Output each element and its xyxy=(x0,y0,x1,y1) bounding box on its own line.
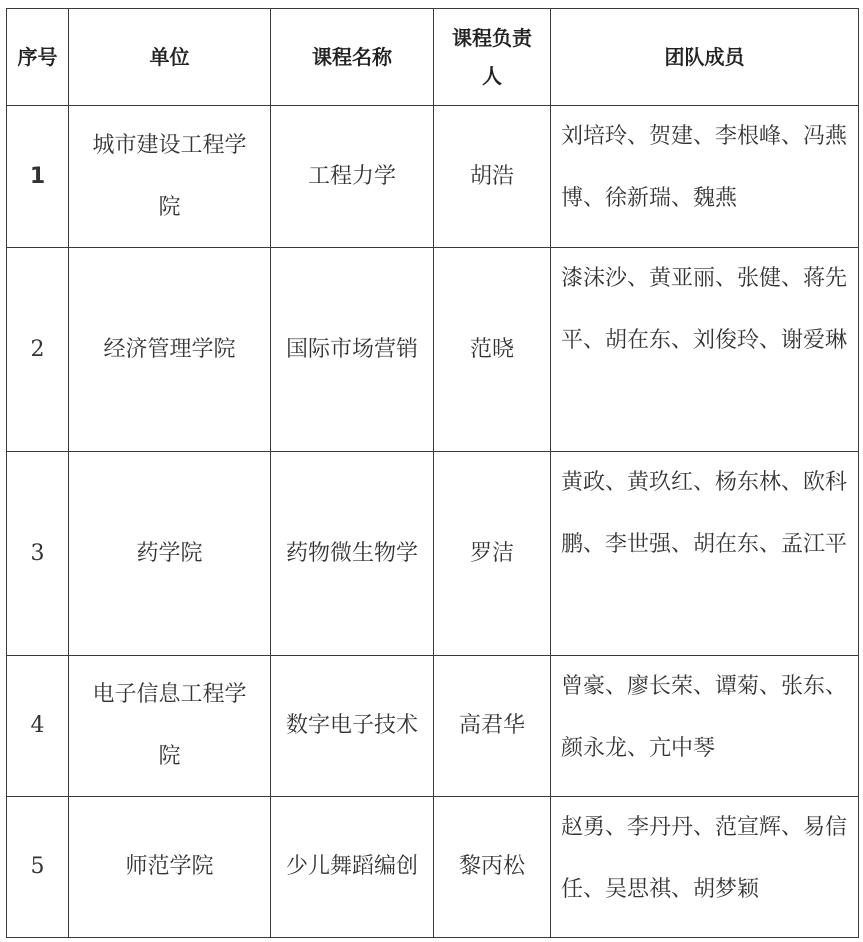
cell-seq: 5 xyxy=(7,797,69,938)
cell-seq: 4 xyxy=(7,656,69,797)
cell-seq: 3 xyxy=(7,452,69,656)
table-header-row xyxy=(7,9,859,106)
header-seq: 序号 xyxy=(7,9,69,106)
cell-members: 曾豪、廖长荣、谭菊、张东、颜永龙、亢中琴 xyxy=(551,656,859,797)
header-course: 课程名称 xyxy=(271,9,434,106)
table-row xyxy=(7,656,859,797)
cell-unit: 师范学院 xyxy=(69,797,271,938)
cell-leader: 高君华 xyxy=(434,656,551,797)
cell-members: 刘培玲、贺建、李根峰、冯燕博、徐新瑞、魏燕 xyxy=(551,106,859,248)
cell-members: 赵勇、李丹丹、范宣辉、易信任、吴思祺、胡梦颖 xyxy=(551,797,859,938)
cell-unit: 药学院 xyxy=(69,452,271,656)
cell-leader: 黎丙松 xyxy=(434,797,551,938)
table-row xyxy=(7,452,859,656)
table-row xyxy=(7,106,859,248)
cell-members: 黄政、黄玖红、杨东林、欧科鹏、李世强、胡在东、孟江平 xyxy=(551,452,859,656)
cell-unit: 城市建设工程学院 xyxy=(69,106,271,248)
course-team-table xyxy=(6,8,859,938)
cell-unit: 经济管理学院 xyxy=(69,248,271,452)
cell-course: 国际市场营销 xyxy=(271,248,434,452)
header-leader: 课程负责人 xyxy=(434,9,551,106)
table-row xyxy=(7,248,859,452)
cell-leader: 罗洁 xyxy=(434,452,551,656)
header-members: 团队成员 xyxy=(551,9,859,106)
cell-course: 数字电子技术 xyxy=(271,656,434,797)
table-row xyxy=(7,797,859,938)
header-unit: 单位 xyxy=(69,9,271,106)
cell-course: 少儿舞蹈编创 xyxy=(271,797,434,938)
cell-seq: 1 xyxy=(7,106,69,248)
cell-seq: 2 xyxy=(7,248,69,452)
cell-course: 药物微生物学 xyxy=(271,452,434,656)
cell-unit: 电子信息工程学院 xyxy=(69,656,271,797)
cell-leader: 范晓 xyxy=(434,248,551,452)
cell-course: 工程力学 xyxy=(271,106,434,248)
cell-members: 漆沫沙、黄亚丽、张健、蒋先平、胡在东、刘俊玲、谢爱琳 xyxy=(551,248,859,452)
cell-leader: 胡浩 xyxy=(434,106,551,248)
